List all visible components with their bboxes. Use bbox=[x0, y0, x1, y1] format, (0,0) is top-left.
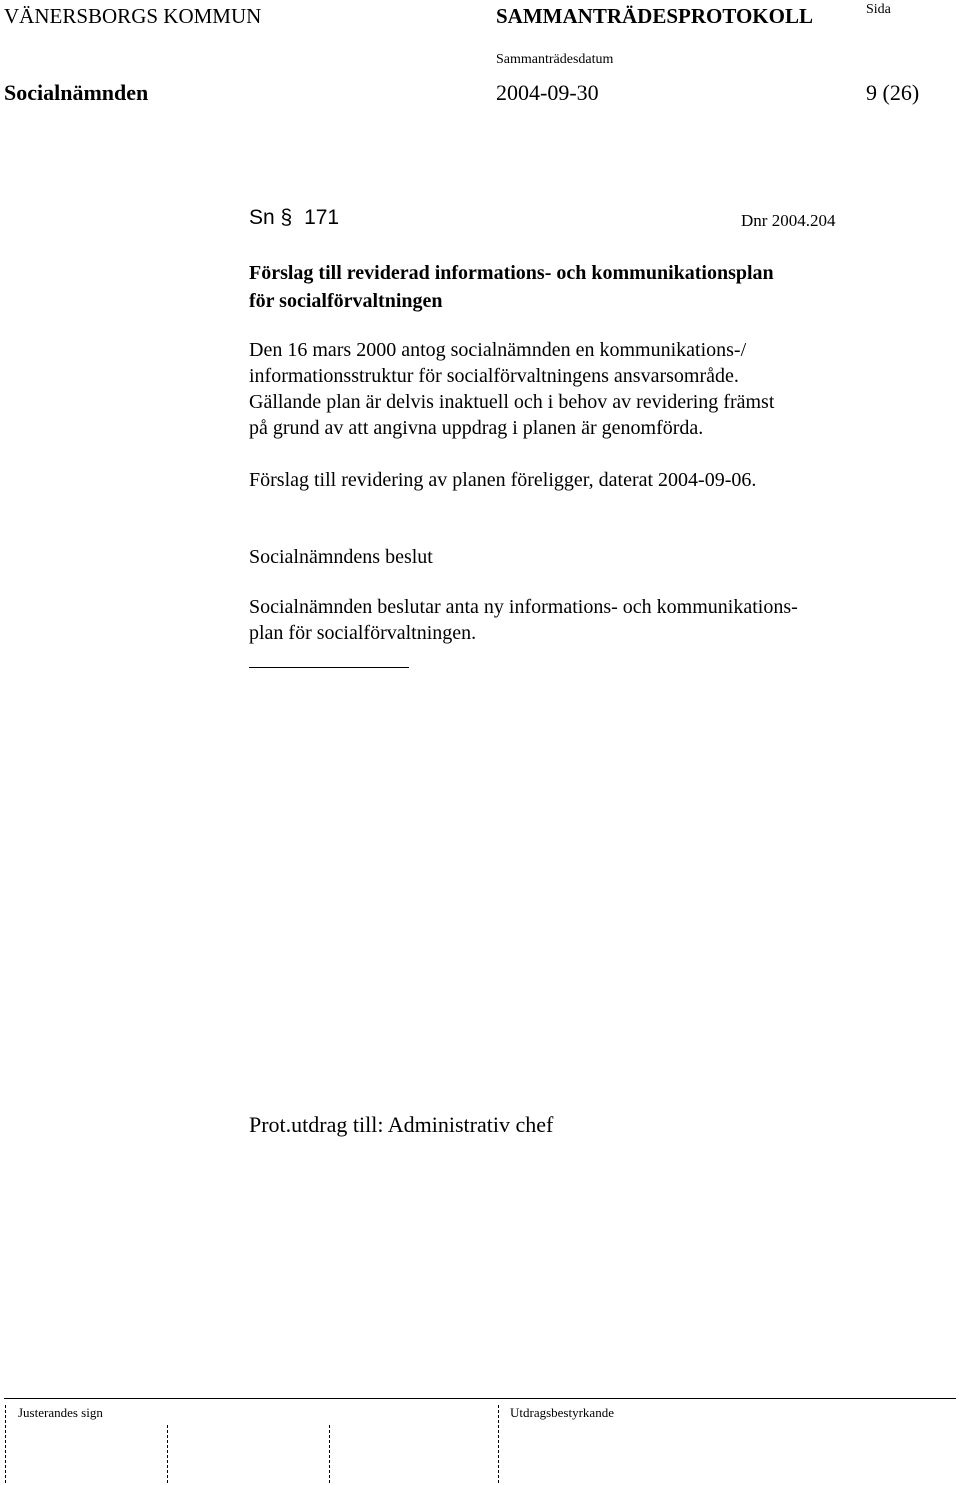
decision-paragraph bbox=[249, 594, 798, 646]
signature-divider bbox=[498, 1405, 500, 1483]
page-label: Sida bbox=[866, 2, 891, 17]
page-number: 9 (26) bbox=[866, 80, 920, 105]
body-line: på grund av att angivna uppdrag i planen är genomförda. bbox=[249, 417, 704, 439]
decision-heading: Socialnämndens beslut bbox=[249, 546, 433, 568]
section-end-rule bbox=[249, 667, 409, 668]
initials-label: Justerandes sign bbox=[18, 1405, 103, 1420]
section-number: 171 bbox=[304, 206, 340, 229]
decision-line: Socialnämnden beslutar anta ny informations- och kommunikations- bbox=[249, 596, 798, 618]
section-number-line bbox=[249, 206, 339, 230]
body-paragraph bbox=[249, 337, 774, 441]
municipality-name: VÄNERSBORGS KOMMUN bbox=[4, 4, 262, 28]
certification-label: Utdragsbestyrkande bbox=[510, 1405, 614, 1420]
body-line: Den 16 mars 2000 antog socialnämnden en kommunikations-/ bbox=[249, 339, 747, 361]
section-prefix: Sn bbox=[249, 206, 275, 229]
body-line: informationsstruktur för socialförvaltningens ansvarsområde. bbox=[249, 365, 739, 387]
section-title-line: Förslag till reviderad informations- och kommunikationsplan bbox=[249, 262, 774, 284]
footer-rule bbox=[4, 1398, 956, 1399]
registration-number: Dnr 2004.204 bbox=[741, 211, 836, 230]
distribution-note: Prot.utdrag till: Administrativ chef bbox=[249, 1112, 554, 1137]
signature-divider bbox=[329, 1425, 331, 1483]
document-type: SAMMANTRÄDESPROTOKOLL bbox=[496, 4, 813, 28]
signature-divider bbox=[5, 1405, 7, 1483]
paragraph-sign: § bbox=[280, 206, 293, 229]
section-title bbox=[249, 259, 774, 315]
date-label: Sammanträdesdatum bbox=[496, 52, 614, 67]
section-title-line: för socialförvaltningen bbox=[249, 290, 443, 312]
committee-name: Socialnämnden bbox=[4, 80, 149, 105]
proposal-paragraph: Förslag till revidering av planen föreligger, daterat 2004-09-06. bbox=[249, 469, 757, 491]
signature-divider bbox=[167, 1425, 169, 1483]
meeting-date: 2004-09-30 bbox=[496, 80, 599, 105]
decision-line: plan för socialförvaltningen. bbox=[249, 622, 477, 644]
body-line: Gällande plan är delvis inaktuell och i behov av revidering främst bbox=[249, 391, 775, 413]
